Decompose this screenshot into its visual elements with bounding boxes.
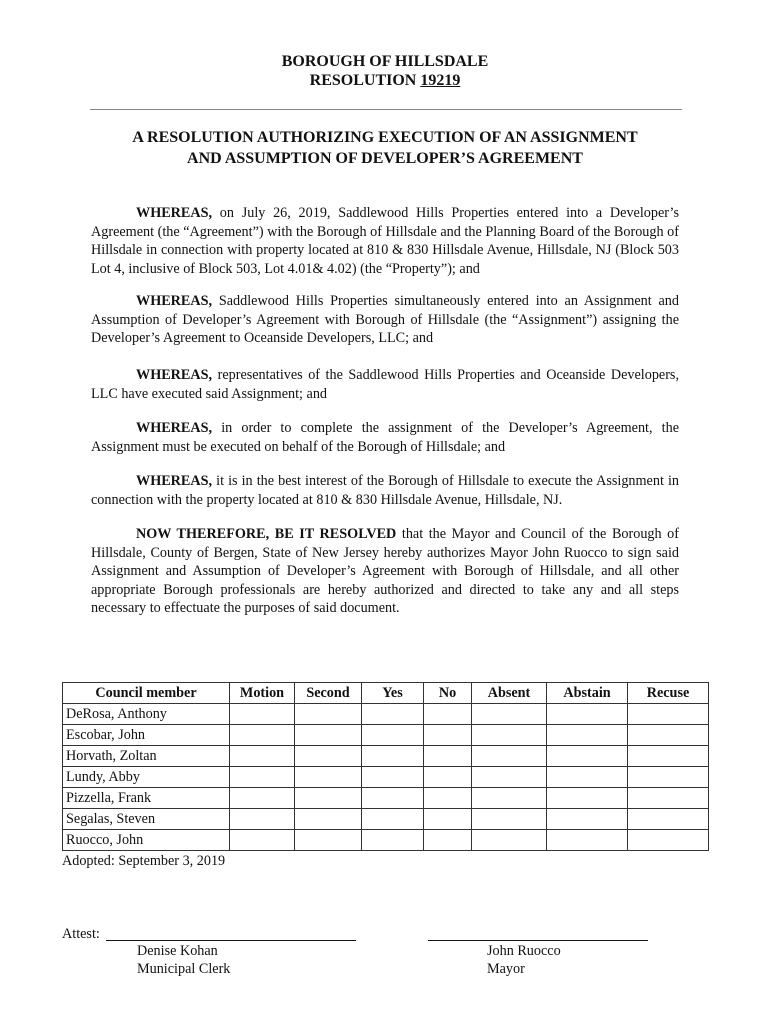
vote-cell	[472, 788, 547, 809]
whereas-paragraph-2	[91, 292, 679, 348]
mayor-title: Mayor	[487, 961, 525, 977]
col-yes: Yes	[362, 683, 424, 704]
vote-cell	[424, 809, 472, 830]
resolution-prefix: RESOLUTION	[309, 72, 421, 89]
vote-cell	[424, 830, 472, 851]
vote-cell	[295, 725, 362, 746]
council-vote-table	[62, 682, 709, 851]
table-header-row	[63, 683, 709, 704]
vote-cell	[628, 746, 709, 767]
table-row	[63, 704, 709, 725]
member-name: Horvath, Zoltan	[63, 746, 230, 767]
paragraph-text: on July 26, 2019, Saddlewood Hills Properties entered into a Developer’s Agreement (the “Agreement”) with the Borough of Hillsdale and the Planning Board of the Borough of Hillsdale in connection with property located at 810 & 830 Hillsdale Avenue, Hillsdale, NJ (Block 503 Lot 4, inclusive of Block 503, Lot 4.01& 4.02) (the “Property”); and	[91, 205, 679, 277]
vote-cell	[547, 788, 628, 809]
vote-cell	[230, 830, 295, 851]
col-absent: Absent	[472, 683, 547, 704]
member-name: Lundy, Abby	[63, 767, 230, 788]
col-council-member: Council member	[63, 683, 230, 704]
vote-cell	[472, 809, 547, 830]
clerk-signature-line	[106, 940, 356, 941]
table-row	[63, 830, 709, 851]
adopted-date: Adopted: September 3, 2019	[62, 853, 226, 869]
col-motion: Motion	[230, 683, 295, 704]
vote-cell	[628, 704, 709, 725]
paragraph-lead: NOW THEREFORE, BE IT RESOLVED	[136, 526, 397, 542]
vote-cell	[230, 704, 295, 725]
attest-label: Attest:	[62, 926, 100, 942]
header-divider	[90, 109, 682, 110]
member-name: Ruocco, John	[63, 830, 230, 851]
vote-cell	[362, 767, 424, 788]
vote-cell	[424, 725, 472, 746]
resolution-heading-line2: AND ASSUMPTION OF DEVELOPER’S AGREEMENT	[187, 150, 583, 167]
vote-cell	[295, 788, 362, 809]
vote-cell	[362, 725, 424, 746]
vote-cell	[230, 725, 295, 746]
table-row	[63, 746, 709, 767]
vote-cell	[230, 767, 295, 788]
paragraph-text: Saddlewood Hills Properties simultaneously entered into an Assignment and Assumption of Developer’s Agreement with Borough of Hillsdale (the “Assignment”) assigning the Developer’s Agreement to Oceanside Developers, LLC; and	[91, 293, 679, 347]
col-second: Second	[295, 683, 362, 704]
vote-cell	[628, 767, 709, 788]
table-row	[63, 725, 709, 746]
vote-cell	[362, 704, 424, 725]
resolution-heading-line1: A RESOLUTION AUTHORIZING EXECUTION OF AN ASSIGNMENT	[132, 129, 638, 146]
vote-cell	[230, 746, 295, 767]
vote-cell	[472, 704, 547, 725]
vote-cell	[628, 725, 709, 746]
resolution-number: 19219	[420, 72, 461, 89]
vote-cell	[472, 767, 547, 788]
vote-cell	[362, 746, 424, 767]
col-recuse: Recuse	[628, 683, 709, 704]
vote-cell	[628, 788, 709, 809]
vote-cell	[295, 809, 362, 830]
vote-cell	[547, 809, 628, 830]
table-row	[63, 788, 709, 809]
vote-cell	[547, 704, 628, 725]
vote-cell	[362, 788, 424, 809]
whereas-paragraph-5	[91, 472, 679, 509]
clerk-name: Denise Kohan	[137, 943, 218, 959]
vote-cell	[295, 767, 362, 788]
whereas-paragraph-1	[91, 204, 679, 278]
table-row	[63, 809, 709, 830]
vote-cell	[424, 704, 472, 725]
paragraph-lead: WHEREAS,	[136, 367, 213, 383]
member-name: Segalas, Steven	[63, 809, 230, 830]
col-no: No	[424, 683, 472, 704]
vote-cell	[547, 830, 628, 851]
vote-cell	[424, 788, 472, 809]
vote-cell	[547, 767, 628, 788]
vote-cell	[472, 746, 547, 767]
vote-cell	[547, 746, 628, 767]
member-name: DeRosa, Anthony	[63, 704, 230, 725]
vote-cell	[230, 809, 295, 830]
paragraph-lead: WHEREAS,	[136, 420, 213, 436]
vote-cell	[295, 704, 362, 725]
table-row	[63, 767, 709, 788]
resolution-number-line	[0, 71, 770, 91]
paragraph-lead: WHEREAS,	[136, 205, 213, 221]
vote-cell	[628, 809, 709, 830]
vote-cell	[295, 746, 362, 767]
vote-cell	[362, 809, 424, 830]
mayor-signature-line	[428, 940, 648, 941]
member-name: Pizzella, Frank	[63, 788, 230, 809]
borough-title: BOROUGH OF HILLSDALE	[281, 53, 489, 70]
vote-cell	[230, 788, 295, 809]
vote-cell	[424, 767, 472, 788]
vote-cell	[362, 830, 424, 851]
paragraph-text: it is in the best interest of the Borough of Hillsdale to execute the Assignment in connection with the property located at 810 & 830 Hillsdale Avenue, Hillsdale, NJ.	[91, 473, 679, 508]
paragraph-text: representatives of the Saddlewood Hills Properties and Oceanside Developers, LLC have executed said Assignment; and	[91, 367, 679, 402]
mayor-name: John Ruocco	[487, 943, 561, 959]
whereas-paragraph-4	[91, 419, 679, 456]
paragraph-lead: WHEREAS,	[136, 473, 213, 489]
vote-cell	[628, 830, 709, 851]
vote-cell	[472, 830, 547, 851]
paragraph-lead: WHEREAS,	[136, 293, 213, 309]
vote-cell	[295, 830, 362, 851]
vote-cell	[472, 725, 547, 746]
clerk-title: Municipal Clerk	[137, 961, 231, 977]
whereas-paragraph-3	[91, 366, 679, 403]
col-abstain: Abstain	[547, 683, 628, 704]
vote-cell	[547, 725, 628, 746]
member-name: Escobar, John	[63, 725, 230, 746]
resolved-paragraph	[91, 525, 679, 618]
vote-cell	[424, 746, 472, 767]
paragraph-text: in order to complete the assignment of the Developer’s Agreement, the Assignment must be executed on behalf of the Borough of Hillsdale; and	[91, 420, 679, 455]
paragraph-text: that the Mayor and Council of the Borough of Hillsdale, County of Bergen, State of New Jersey hereby authorizes Mayor John Ruocco to sign said Assignment and Assumption of Developer’s Agreement with Borough of Hillsdale, and all other appropriate Borough professionals are hereby authorized and directed to take any and all steps necessary to effectuate the purposes of said document.	[91, 526, 679, 617]
